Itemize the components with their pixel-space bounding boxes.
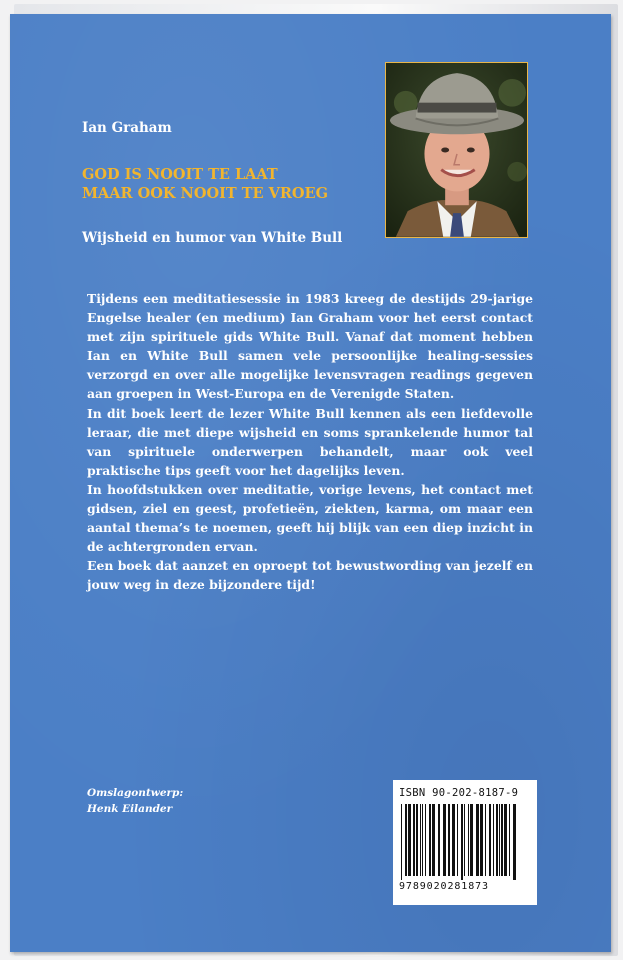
barcode-bar [470, 804, 473, 876]
barcode-bar [429, 804, 431, 876]
barcode-bar [468, 804, 469, 876]
barcode-bar [443, 804, 446, 876]
barcode-bar [438, 804, 440, 876]
barcode-bar [485, 804, 486, 876]
barcode-bar [501, 804, 503, 876]
author-portrait-image [386, 63, 527, 237]
author-photo [385, 62, 528, 238]
title-line-1: GOD IS NOOIT TE LAAT [82, 166, 278, 183]
credit-label: Omslagontwerp: [87, 787, 184, 799]
title-line-2: MAAR OOK NOOIT TE VROEG [82, 185, 328, 202]
isbn-barcode-block [393, 780, 537, 905]
barcode-bar [422, 804, 423, 876]
barcode-bar [496, 804, 498, 876]
blurb-paragraph-3: In hoofdstukken over meditatie, vorige levens, het contact met gidsen, ziel en geest, profetieën, ziekten, karma, om maar een aantal thema’s te noemen, geeft hij blijk van een diep inzicht in de achtergronden ervan. [87, 481, 533, 555]
barcode-bar [513, 804, 516, 880]
barcode-bar [405, 804, 407, 876]
barcode-bar [499, 804, 500, 876]
barcode-bar [509, 804, 510, 876]
blurb-paragraph-2: In dit boek leert de lezer White Bull kennen als een liefdevolle leraar, die met diepe wijsheid en soms sprankelende humor tal van spirituele onderwerpen behandelt, maar ook veel praktische tips geeft voor het dagelijks leven. [87, 405, 533, 478]
barcode-bar [489, 804, 491, 876]
book-subtitle: Wijsheid en humor van White Bull [82, 230, 343, 246]
barcode-bar [461, 804, 463, 880]
barcode-bar [401, 804, 402, 880]
barcode-image [399, 804, 531, 880]
barcode-bar [425, 804, 426, 876]
ean-digits: 9789020281873 [399, 881, 489, 892]
blurb-text [87, 289, 533, 595]
barcode-bar [452, 804, 455, 876]
barcode-bar [457, 804, 458, 876]
author-name: Ian Graham [82, 120, 172, 136]
barcode-bar [432, 804, 435, 876]
barcode-bar [493, 804, 494, 876]
barcode-bar [448, 804, 450, 876]
cover-design-credit [87, 785, 183, 817]
blurb-paragraph-4: Een boek dat aanzet en oproept tot bewustwording van jezelf en jouw weg in deze bijzondere tijd! [87, 558, 533, 593]
barcode-bar [504, 804, 507, 876]
barcode-bar [413, 804, 415, 876]
barcode-bar [416, 804, 418, 876]
barcode-bar [464, 804, 465, 876]
barcode-bar [476, 804, 479, 876]
barcode-bar [408, 804, 411, 876]
credit-designer: Henk Eilander [87, 803, 173, 815]
barcode-bar [420, 804, 421, 876]
barcode-bar [480, 804, 483, 876]
book-title [82, 165, 328, 203]
blurb-paragraph-1: Tijdens een meditatiesessie in 1983 kreeg de destijds 29-jarige Engelse healer (en medium) Ian Graham voor het eerst contact met zijn spirituele gids White Bull. Vanaf dat moment hebben Ian en White Bull samen vele persoonlijke healing-sessies verzorgd en over alle mogelijke levensvragen readings gegeven aan groepen in West-Europa en de Verenigde Staten. [87, 291, 533, 402]
isbn-number: ISBN 90-202-8187-9 [399, 787, 519, 799]
